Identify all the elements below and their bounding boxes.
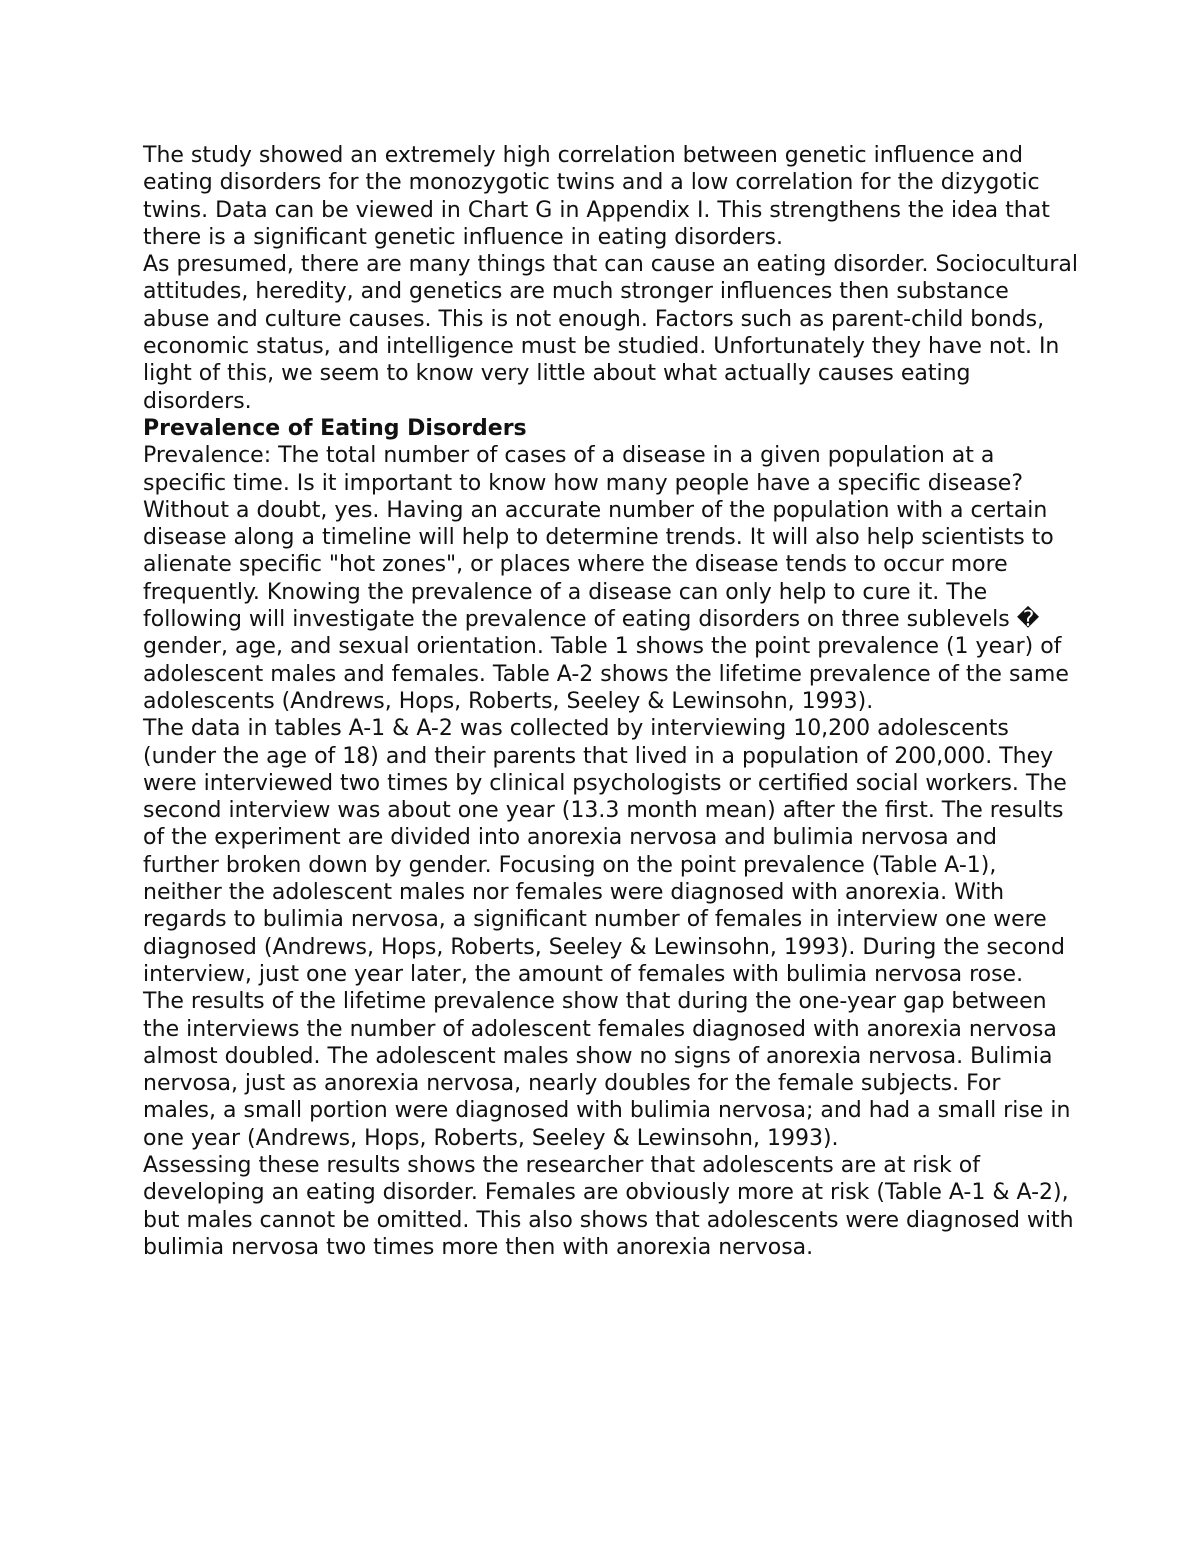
- document-body: [143, 142, 1078, 1261]
- paragraph-lifetime-prevalence: The results of the lifetime prevalence show that during the one-year gap between the interviews the number of adolescent females diagnosed with anorexia nervosa almost doubled. The adolescent males show no signs of anorexia nervosa. Bulimia nervosa, just as anorexia nervosa, nearly doubles for the female subjects. For males, a small portion were diagnosed with bulimia nervosa; and had a small rise in one year (Andrews, Hops, Roberts, Seeley & Lewinsohn, 1993).: [143, 989, 1071, 1151]
- paragraph-causes-summary: As presumed, there are many things that can cause an eating disorder. Sociocultural attitudes, heredity, and genetics are much stronger influences then substance abuse and culture causes. This is not enough. Factors such as parent-child bonds, economic status, and intelligence must be studied. Unfortunately they have not. In light of this, we seem to know very little about what actually causes eating disorders.: [143, 252, 1078, 414]
- paragraph-assessment: Assessing these results shows the researcher that adolescents are at risk of developing an eating disorder. Females are obviously more at risk (Table A-1 & A-2), but males cannot be omitted. This also shows that adolescents were diagnosed with bulimia nervosa two times more then with anorexia nervosa.: [143, 1152, 1074, 1260]
- paragraph-data-collection: The data in tables A-1 & A-2 was collected by interviewing 10,200 adolescents (under the age of 18) and their parents that lived in a population of 200,000. They were interviewed two times by clinical psychologists or certified social workers. The second interview was about one year (13.3 month mean) after the first. The results of the experiment are divided into anorexia nervosa and bulimia nervosa and further broken down by gender. Focusing on the point prevalence (Table A-1), neither the adolescent males nor females were diagnosed with anorexia. With regards to bulimia nervosa, a significant number of females in interview one were diagnosed (Andrews, Hops, Roberts, Seeley & Lewinsohn, 1993). During the second interview, just one year later, the amount of females with bulimia nervosa rose.: [143, 716, 1067, 987]
- paragraph-genetic-study: The study showed an extremely high correlation between genetic influence and eating disorders for the monozygotic twins and a low correlation for the dizygotic twins. Data can be viewed in Chart G in Appendix I. This strengthens the idea that there is a significant genetic influence in eating disorders.: [143, 143, 1050, 250]
- paragraph-prevalence-definition: Prevalence: The total number of cases of a disease in a given population at a specific time. Is it important to know how many people have a specific disease? Without a doubt, yes. Having an accurate number of the population with a certain disease along a timeline will help to determine trends. It will also help scientists to alienate specific "hot zones", or places where the disease tends to occur more frequently. Knowing the prevalence of a disease can only help to cure it. The following will investigate the prevalence of eating disorders on three sublevels � gender, age, and sexual orientation. Table 1 shows the point prevalence (1 year) of adolescent males and females. Table A-2 shows the lifetime prevalence of the same adolescents (Andrews, Hops, Roberts, Seeley & Lewinsohn, 1993).: [143, 443, 1069, 714]
- section-heading: Prevalence of Eating Disorders: [143, 415, 527, 441]
